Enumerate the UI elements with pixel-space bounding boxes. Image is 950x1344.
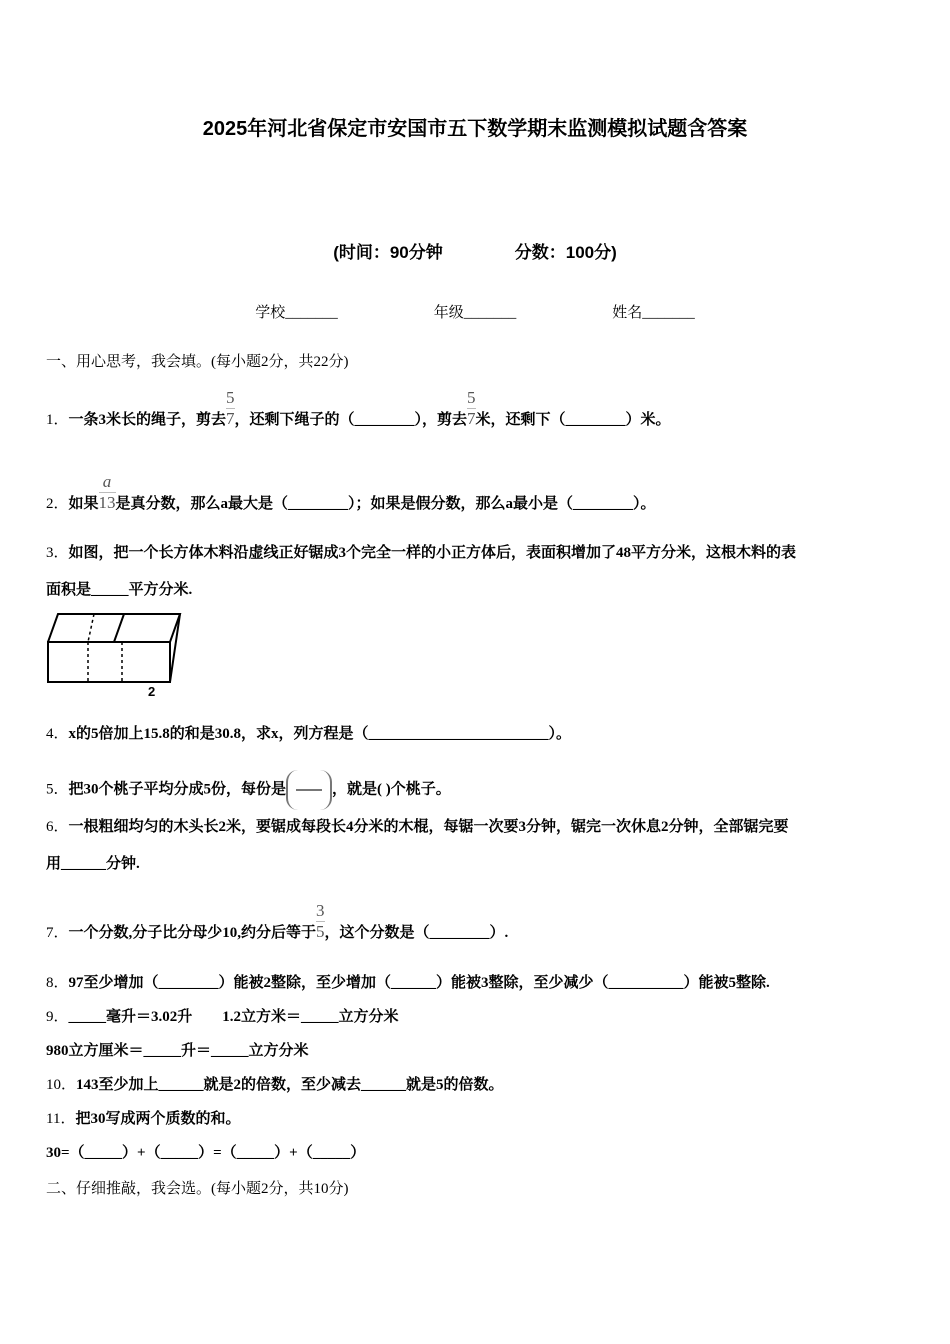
question-text: ，这个分数是（________）. [324, 924, 509, 941]
question-2 [46, 472, 656, 525]
question-11-continued: 30=（_____）+（_____）=（_____）+（_____） [46, 1145, 366, 1161]
page-title: 2025年河北省保定市安国市五下数学期末监测模拟试题含答案 [202, 118, 748, 140]
question-text: 米，还剩下（________）米。 [475, 411, 671, 428]
question-6-continued: 用______分钟. [46, 856, 140, 872]
denominator: 13 [98, 493, 116, 512]
figure-label: 2 [148, 684, 156, 699]
fraction [316, 901, 325, 942]
numerator: a [99, 472, 116, 493]
question-text: 把30个桃子平均分成5份，每份是 [68, 781, 287, 798]
question-number: 8． [46, 975, 69, 991]
question-number: 7． [46, 924, 69, 941]
blank-fraction [286, 770, 332, 810]
school-field: 学校_______ [255, 305, 338, 321]
exam-meta [0, 238, 950, 263]
section-2-heading: 二、仔细推敲，我会选。(每小题2分，共10分) [46, 1181, 349, 1197]
question-9-continued: 980立方厘米＝_____升＝_____立方分米 [46, 1043, 309, 1059]
question-6 [46, 817, 789, 837]
question-number: 5． [46, 781, 69, 798]
question-number: 4． [46, 726, 69, 742]
question-5 [46, 770, 451, 810]
question-3 [46, 543, 796, 563]
question-text: 如图，把一个长方体木料沿虚线正好锯成3个完全一样的小正方体后，表面积增加了48平方分米，这根木料的表 [68, 545, 797, 561]
question-4 [46, 724, 571, 744]
question-text: 一个分数,分子比分母少10,约分后等于 [68, 924, 317, 941]
question-text: 97至少增加（________）能被2整除，至少增加（______）能被3整除，至少减少（__________）能被5整除. [68, 975, 770, 991]
question-number: 6． [46, 819, 69, 835]
question-7 [46, 901, 509, 954]
fraction [99, 472, 116, 513]
question-text: 把30写成两个质数的和。 [75, 1111, 241, 1127]
question-text: ，还剩下绳子的（________），剪去 [234, 411, 468, 428]
question-text: 如果 [68, 495, 99, 512]
fraction [226, 388, 235, 429]
grade-field: 年级_______ [433, 305, 517, 321]
question-number: 9． [46, 1009, 69, 1025]
name-field: 姓名_______ [612, 305, 695, 321]
question-9 [46, 1007, 399, 1027]
numerator: 5 [226, 388, 235, 407]
numerator: 5 [467, 388, 476, 407]
question-text: 143至少加上______就是2的倍数，至少减去______就是5的倍数。 [76, 1077, 504, 1093]
question-11 [46, 1109, 240, 1129]
question-number: 11． [46, 1111, 76, 1127]
question-number: 1． [46, 411, 69, 428]
denominator: 7 [226, 409, 235, 428]
time-limit: (时间：90分钟 [333, 243, 443, 262]
student-info [0, 301, 950, 322]
question-text: 一根粗细均匀的木头长2米，要锯成每段长4分米的木棍，每锯一次要3分钟，锯完一次休息2分钟，全部锯完要 [68, 819, 789, 835]
denominator: 7 [467, 409, 476, 428]
question-number: 3． [46, 545, 69, 561]
section-1-heading: 一、用心思考，我会填。(每小题2分，共22分) [46, 354, 349, 370]
question-text: x的5倍加上15.8的和是30.8，求x，列方程是（________________________）。 [68, 726, 572, 742]
question-number: 10． [46, 1077, 77, 1093]
question-text: 一条3米长的绳子，剪去 [68, 411, 227, 428]
total-score: 分数：100分) [514, 243, 617, 262]
fraction [467, 388, 476, 429]
question-10 [46, 1075, 504, 1095]
question-text: ，就是( )个桃子。 [332, 781, 451, 798]
question-number: 2． [46, 495, 69, 512]
question-8 [46, 973, 770, 993]
question-text: _____毫升＝3.02升 1.2立方米＝_____立方分米 [68, 1009, 399, 1025]
question-text: 是真分数，那么a最大是（________）；如果是假分数，那么a最小是（________）。 [115, 495, 656, 512]
cuboid-figure [44, 610, 184, 700]
question-1 [46, 388, 671, 441]
question-3-continued: 面积是_____平方分米. [46, 582, 193, 598]
numerator: 3 [316, 901, 325, 920]
denominator: 5 [316, 922, 325, 941]
